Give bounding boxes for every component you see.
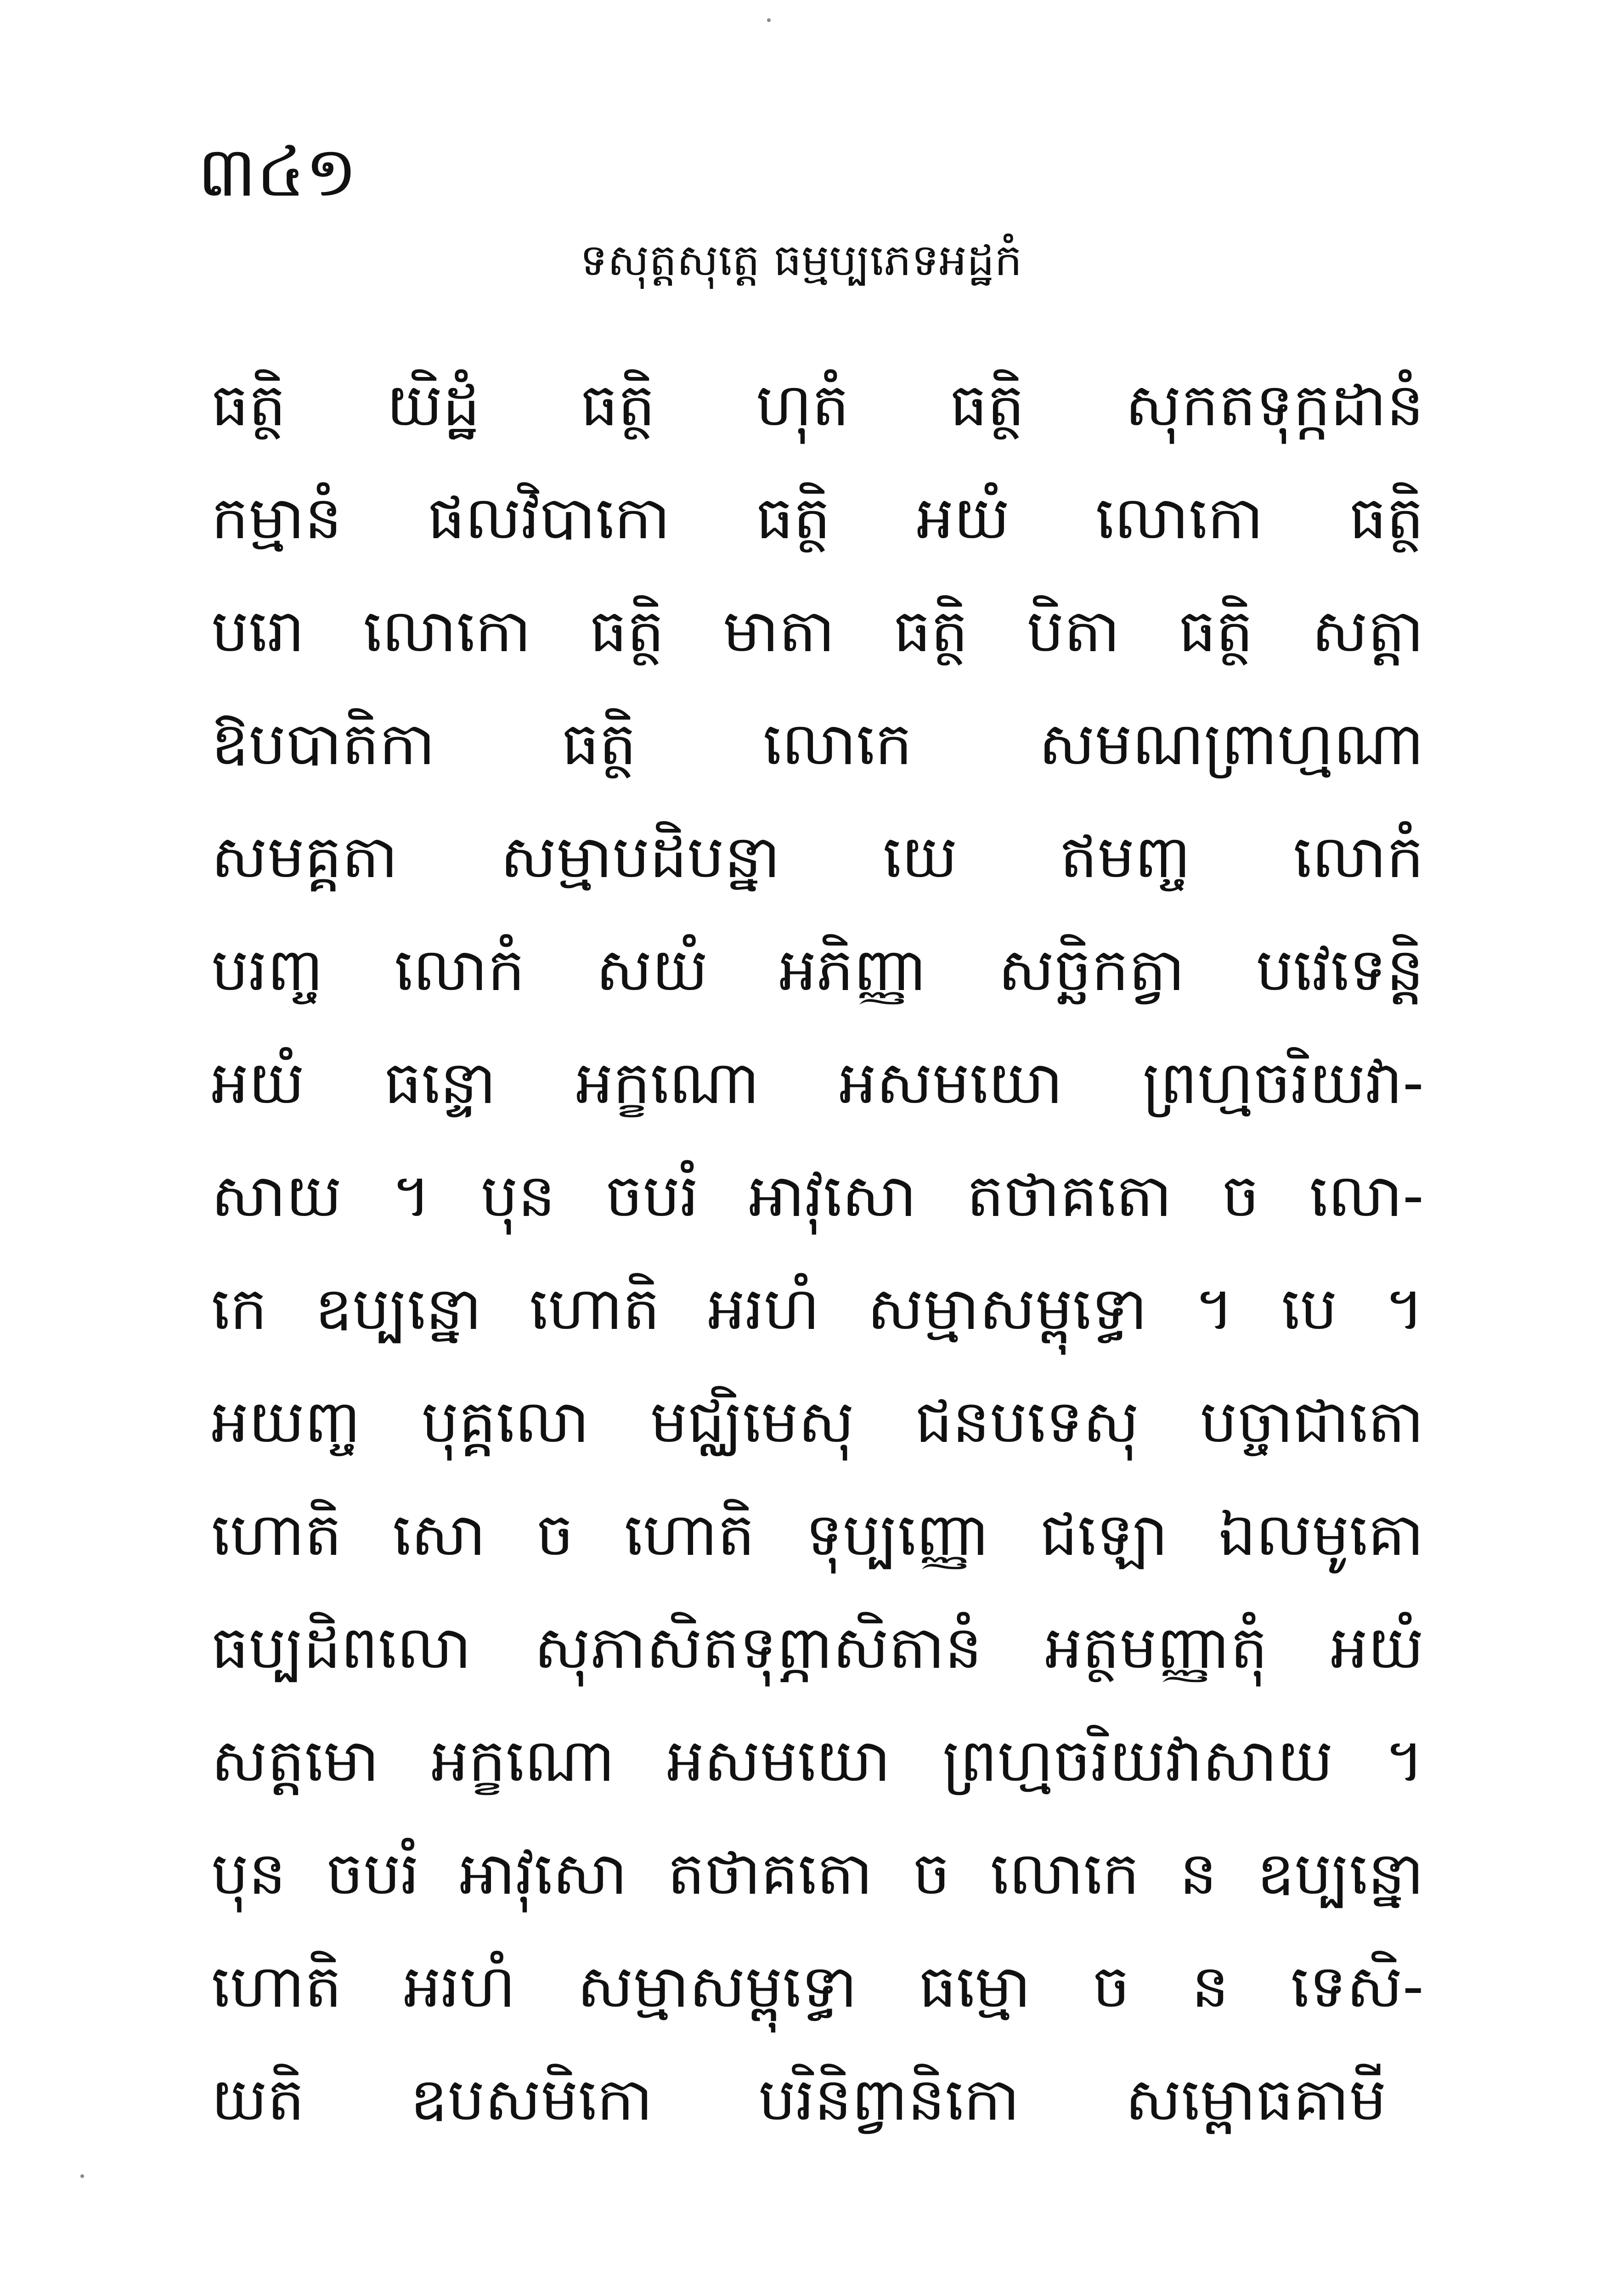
text-word: ធត្ថិ (562, 710, 637, 778)
text-word: ព្រហ្មចរិយវា- (1142, 1049, 1424, 1117)
text-line (211, 575, 1424, 688)
text-word: លោ- (1309, 1162, 1424, 1230)
text-word: បរិនិព្វានិកោ (758, 2065, 1020, 2134)
text-word: យិដ្ឋំ (386, 371, 480, 439)
text-word: មាតា (722, 597, 835, 665)
text-word: ឥមញ្ច (1060, 823, 1191, 891)
text-word: សម្ពោធគាមី (1125, 2065, 1387, 2134)
text-word: លោកំ (394, 936, 525, 1004)
text-line (211, 2043, 1424, 2156)
text-word: បុគ្គលោ (421, 1388, 590, 1456)
text-word: បុន (480, 1162, 556, 1230)
scan-speck (80, 2174, 84, 2178)
text-word: ហោតិ (211, 1953, 342, 2021)
text-word: ធត្ថិ (950, 371, 1025, 439)
text-word: អាវុសោ (459, 1840, 627, 1908)
text-word: ។ (1195, 1275, 1234, 1343)
text-word: កេ (211, 1275, 267, 1343)
text-line (211, 1479, 1424, 1592)
text-word: ជឡោ (1040, 1501, 1168, 1569)
text-word: សាយ (211, 1162, 342, 1230)
text-word: ន (1179, 1840, 1217, 1908)
text-word: ព្រហ្មចរិយវាសាយ (942, 1727, 1333, 1795)
text-line (211, 1027, 1424, 1140)
text-word: អរហំ (707, 1275, 820, 1343)
text-line (211, 914, 1424, 1027)
text-word: លោកេ (990, 1840, 1139, 1908)
text-word: ឧបសមិកោ (410, 2065, 653, 2134)
text-word: លោកោ (1095, 484, 1264, 552)
text-word: អត្ថមញ្ញាតុំ (1045, 1614, 1268, 1682)
text-word: យេ (883, 823, 958, 891)
text-line (211, 688, 1424, 801)
page-number: ៣៤១ (197, 132, 357, 212)
text-word: សច្ឆិកត្វា (998, 936, 1185, 1004)
text-word: ធម្មោ (919, 1953, 1031, 2021)
text-line (211, 462, 1424, 575)
text-word: ។ (1385, 1727, 1424, 1795)
text-word: អក្ខណោ (431, 1727, 615, 1795)
text-word: បរញ្ច (211, 936, 323, 1004)
text-word: ឱបបាតិកា (211, 710, 435, 778)
body-text (211, 349, 1424, 2156)
text-word: ឧប្បន្នោ (315, 1275, 482, 1343)
text-word: អាវុសោ (749, 1162, 917, 1230)
text-word: ធត្ថិ (1179, 597, 1253, 665)
text-word: សម្មាសម្ពុទ្ធោ (867, 1275, 1147, 1343)
text-word: បរោ (211, 597, 305, 665)
text-word: ។ (392, 1162, 431, 1230)
text-word: បវេទេន្តិ (1256, 936, 1424, 1004)
text-word: សម្មាបដិបន្នា (500, 823, 780, 891)
text-word: យតិ (211, 2065, 305, 2134)
text-word: ទុប្បញ្ញោ (805, 1501, 990, 1569)
text-word: សមណព្រាហ្មណា (1038, 710, 1424, 778)
text-word: សត្តា (1312, 597, 1424, 665)
text-word: អសមយោ (839, 1049, 1063, 1117)
text-word: បិតា (1027, 597, 1120, 665)
running-header: ទសុត្តសុត្តេ ធម្មប្បភេទអដ្ឋកំ (580, 235, 1022, 286)
text-word: អយំ (1330, 1614, 1424, 1682)
text-word: សត្តមោ (211, 1727, 379, 1795)
text-word: សោ (392, 1501, 486, 1569)
text-word: ធប្បដិពលោ (211, 1614, 472, 1682)
text-word: បេ (1281, 1275, 1337, 1343)
text-word: ហុតំ (756, 371, 849, 439)
text-word: តថាគតោ (667, 1840, 873, 1908)
text-word: បុន (211, 1840, 286, 1908)
text-word: សុភាសិតទុព្ភាសិតានំ (534, 1614, 982, 1682)
text-word: ធត្ថិ (581, 371, 655, 439)
text-word: ច (913, 1840, 950, 1908)
text-word: ហោតិ (624, 1501, 755, 1569)
text-word: អភិញ្ញា (779, 936, 927, 1004)
text-word: អយញ្ច (211, 1388, 361, 1456)
text-line (211, 1253, 1424, 1366)
text-word: បច្ចាជាតោ (1200, 1388, 1424, 1456)
text-word: ច (1092, 1953, 1130, 2021)
text-word: ជនបទេសុ (915, 1388, 1139, 1456)
text-line (211, 801, 1424, 914)
text-word: កម្មានំ (211, 484, 342, 552)
text-word: ធន្ទោ (384, 1049, 496, 1117)
text-line (211, 1705, 1424, 1818)
text-word: ន (1191, 1953, 1229, 2021)
text-word: ហោតិ (529, 1275, 660, 1343)
text-word: ធត្ថិ (1349, 484, 1424, 552)
text-line (211, 1366, 1424, 1479)
text-word: សយំ (596, 936, 708, 1004)
scan-speck (767, 18, 771, 22)
text-word: លោកេ (763, 710, 913, 778)
text-word: លោកំ (1293, 823, 1424, 891)
text-word: ធត្ថិ (211, 371, 286, 439)
text-word: ទេសិ- (1291, 1953, 1424, 2021)
text-line (211, 1818, 1424, 1930)
text-word: សមគ្គតា (211, 823, 398, 891)
text-word: ហោតិ (211, 1501, 342, 1569)
text-word: មជ្ឈិមេសុ (650, 1388, 854, 1456)
text-word: ធត្ថិ (893, 597, 968, 665)
text-word: ចបរំ (605, 1162, 699, 1230)
text-word: ។ (1385, 1275, 1424, 1343)
text-word: ឧប្បន្នោ (1257, 1840, 1424, 1908)
text-word: ច (536, 1501, 574, 1569)
text-word: អយំ (211, 1049, 305, 1117)
text-word: អយំ (916, 484, 1010, 552)
text-word: ធត្ថិ (589, 597, 665, 665)
text-word: អក្ខណោ (575, 1049, 760, 1117)
text-word: ធត្ថិ (756, 484, 831, 552)
text-word: ច (1222, 1162, 1259, 1230)
text-word: ផលវិបាកោ (428, 484, 671, 552)
text-word: អរហំ (403, 1953, 516, 2021)
text-line (211, 349, 1424, 462)
text-line (211, 1592, 1424, 1705)
text-word: លោកោ (363, 597, 531, 665)
text-word: ចបរំ (326, 1840, 419, 1908)
text-line (211, 1140, 1424, 1253)
text-word: សម្មាសម្ពុទ្ធោ (577, 1953, 857, 2021)
text-word: ឯលមូគោ (1218, 1501, 1424, 1569)
text-word: អសមយោ (666, 1727, 891, 1795)
text-word: សុកតទុក្កដានំ (1125, 371, 1424, 439)
text-word: តថាគតោ (966, 1162, 1172, 1230)
text-line (211, 1930, 1424, 2043)
